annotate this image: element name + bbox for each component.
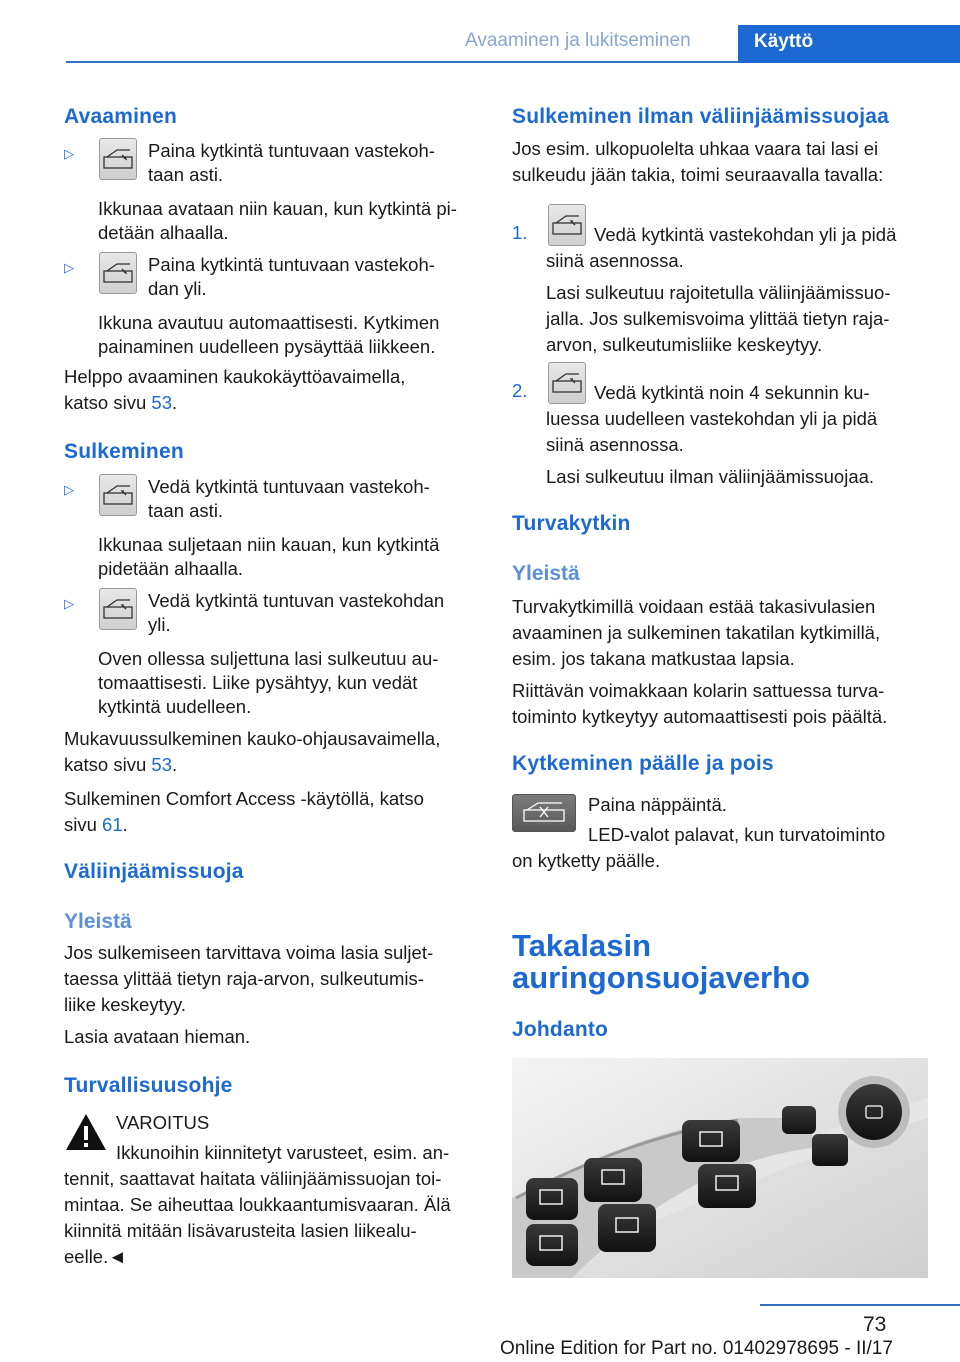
heading-close-without-protection: Sulkeminen ilman väliinjäämissuojaa: [512, 105, 889, 128]
warning-title: VAROITUS: [116, 1112, 210, 1133]
heading-pinch-protection: Väliinjäämissuoja: [64, 860, 244, 883]
safety-switch-icon: [512, 794, 576, 832]
remote-open-ref: [64, 390, 177, 416]
ref-prefix: sivu: [64, 814, 103, 835]
window-switch-icon: [99, 474, 137, 516]
open-step-1-line2: taan asti.: [148, 164, 224, 185]
bullet-triangle-icon: ▷: [64, 482, 74, 497]
ss-para2-line1: Riittävän voimakkaan kolarin sattuessa turva-: [512, 680, 885, 701]
heading-introduction: Johdanto: [512, 1018, 609, 1041]
open-step-2-desc2: painaminen uudelleen pysäyttää liikkeen.: [98, 336, 436, 357]
pinch-para-line2: taessa ylittää tietyn raja-arvon, sulkeutumis-: [64, 968, 424, 989]
close-step-2-desc3: kytkintä uudelleen.: [98, 696, 252, 717]
open-step-2-line2: dan yli.: [148, 278, 207, 299]
step1-line2: siinä asennossa.: [546, 250, 684, 271]
warning-triangle-icon: [64, 1112, 108, 1152]
window-switch-icon: [99, 588, 137, 630]
comfort-close-ref: [64, 752, 177, 778]
page-link-53[interactable]: 53: [151, 754, 172, 775]
open-step-1-desc1: Ikkunaa avataan niin kauan, kun kytkintä pi-: [98, 198, 457, 219]
window-switch-icon: [548, 204, 586, 246]
step1-desc1: Lasi sulkeutuu rajoitetulla väliinjäämissuo-: [546, 282, 891, 303]
close-step-1-desc2: pidetään alhaalla.: [98, 558, 244, 579]
warning-line4: kiinnitä mitään lisävarusteita lasien liikealu-: [64, 1220, 417, 1241]
ss-para-line2: avaaminen ja sulkeminen takatilan kytkimillä,: [512, 622, 881, 643]
pinch-para-line1: Jos sulkemiseen tarvittava voima lasia suljet-: [64, 942, 434, 963]
onoff-line2: LED-valot palavat, kun turvatoiminto: [588, 824, 886, 845]
heading-rear-blind-line1: Takalasin: [512, 928, 652, 963]
header-section: Avaaminen ja lukitseminen: [465, 30, 691, 51]
open-step-2-line1: Paina kytkintä tuntuvaan vastekoh-: [148, 254, 435, 275]
open-step-1-desc2: detään alhaalla.: [98, 222, 229, 243]
edition-note: Online Edition for Part no. 01402978695 - II/17: [500, 1338, 893, 1359]
header-chapter-tab: [738, 25, 960, 63]
step2-line1: Vedä kytkintä noin 4 sekunnin ku-: [594, 382, 870, 403]
page-link-53[interactable]: 53: [151, 392, 172, 413]
header-chapter: Käyttö: [754, 31, 814, 52]
heading-rear-blind-line2: auringonsuojaverho: [512, 960, 810, 995]
noprot-intro-line2: sulkeudu jään takia, toimi seuraavalla tavalla:: [512, 164, 884, 185]
ref-suffix: .: [171, 392, 178, 413]
heading-general: Yleistä: [64, 910, 132, 933]
window-switch-icon: [548, 362, 586, 404]
ss-para2-line2: toiminto kytkeytyy automaattisesti pois päältä.: [512, 706, 888, 727]
heading-switch-on-off: Kytkeminen päälle ja pois: [512, 752, 774, 775]
ss-para-line3: esim. jos takana matkustaa lapsia.: [512, 648, 795, 669]
step2-line3: siinä asennossa.: [546, 434, 684, 455]
heading-safety-note: Turvallisuusohje: [64, 1074, 233, 1097]
window-switch-icon: [99, 252, 137, 294]
comfort-access-ref: [64, 812, 128, 838]
comfort-access-text: Sulkeminen Comfort Access -käytöllä, katso: [64, 788, 424, 809]
footer-rule: [760, 1304, 960, 1306]
open-step-1-line1: Paina kytkintä tuntuvaan vastekoh-: [148, 140, 435, 161]
pinch-para-2: Lasia avataan hieman.: [64, 1026, 251, 1047]
close-step-2-desc1: Oven ollessa suljettuna lasi sulkeutuu au-: [98, 648, 439, 669]
comfort-close-text: Mukavuussulkeminen kauko-ohjausavaimella,: [64, 728, 441, 749]
onoff-line1: Paina näppäintä.: [588, 794, 727, 815]
ref-suffix: .: [171, 754, 178, 775]
step-number: 1.: [512, 222, 528, 243]
window-switch-icon: [99, 138, 137, 180]
heading-general: Yleistä: [512, 562, 580, 585]
warning-line5: eelle.◄: [64, 1246, 127, 1267]
ss-para-line1: Turvakytkimillä voidaan estää takasivulasien: [512, 596, 876, 617]
heading-opening: Avaaminen: [64, 105, 178, 128]
ref-prefix: katso sivu: [64, 392, 152, 413]
close-step-2-desc2: tomaattisesti. Liike pysähtyy, kun vedät: [98, 672, 418, 693]
ref-prefix: katso sivu: [64, 754, 152, 775]
step1-desc2: jalla. Jos sulkemisvoima ylittää tietyn raja-: [546, 308, 890, 329]
close-step-2-line2: yli.: [148, 614, 171, 635]
onoff-line3: on kytketty päälle.: [512, 850, 661, 871]
warning-line1: Ikkunoihin kiinnitetyt varusteet, esim. an-: [116, 1142, 450, 1163]
page-number: 73: [863, 1313, 887, 1336]
bullet-triangle-icon: ▷: [64, 260, 74, 275]
open-step-2-desc1: Ikkuna avautuu automaattisesti. Kytkimen: [98, 312, 440, 333]
close-step-1-line2: taan asti.: [148, 500, 224, 521]
heading-closing: Sulkeminen: [64, 440, 184, 463]
remote-open-text: Helppo avaaminen kaukokäyttöavaimella,: [64, 366, 406, 387]
bullet-triangle-icon: ▷: [64, 596, 74, 611]
heading-safety-switch: Turvakytkin: [512, 512, 631, 535]
step1-line1: Vedä kytkintä vastekohdan yli ja pidä: [594, 224, 897, 245]
step-number: 2.: [512, 380, 528, 401]
warning-line2: tennit, saattavat haitata väliinjäämissuojan toi-: [64, 1168, 442, 1189]
close-step-1-desc1: Ikkunaa suljetaan niin kauan, kun kytkintä: [98, 534, 440, 555]
step1-desc3: arvon, sulkeutumisliike keskeytyy.: [546, 334, 823, 355]
bullet-triangle-icon: ▷: [64, 146, 74, 161]
close-step-1-line1: Vedä kytkintä tuntuvaan vastekoh-: [148, 476, 430, 497]
close-step-2-line1: Vedä kytkintä tuntuvan vastekohdan: [148, 590, 445, 611]
noprot-intro-line1: Jos esim. ulkopuolelta uhkaa vaara tai lasi ei: [512, 138, 879, 159]
warning-line3: mintaa. Se aiheuttaa loukkaantumisvaaran. Älä: [64, 1194, 451, 1215]
ref-suffix: .: [122, 814, 128, 835]
page-link-61[interactable]: 61: [102, 814, 123, 835]
step2-line2: luessa uudelleen vastekohdan yli ja pidä: [546, 408, 878, 429]
door-switch-photo: [512, 1058, 928, 1278]
step2-desc1: Lasi sulkeutuu ilman väliinjäämissuojaa.: [546, 466, 875, 487]
pinch-para-line3: liike keskeytyy.: [64, 994, 186, 1015]
